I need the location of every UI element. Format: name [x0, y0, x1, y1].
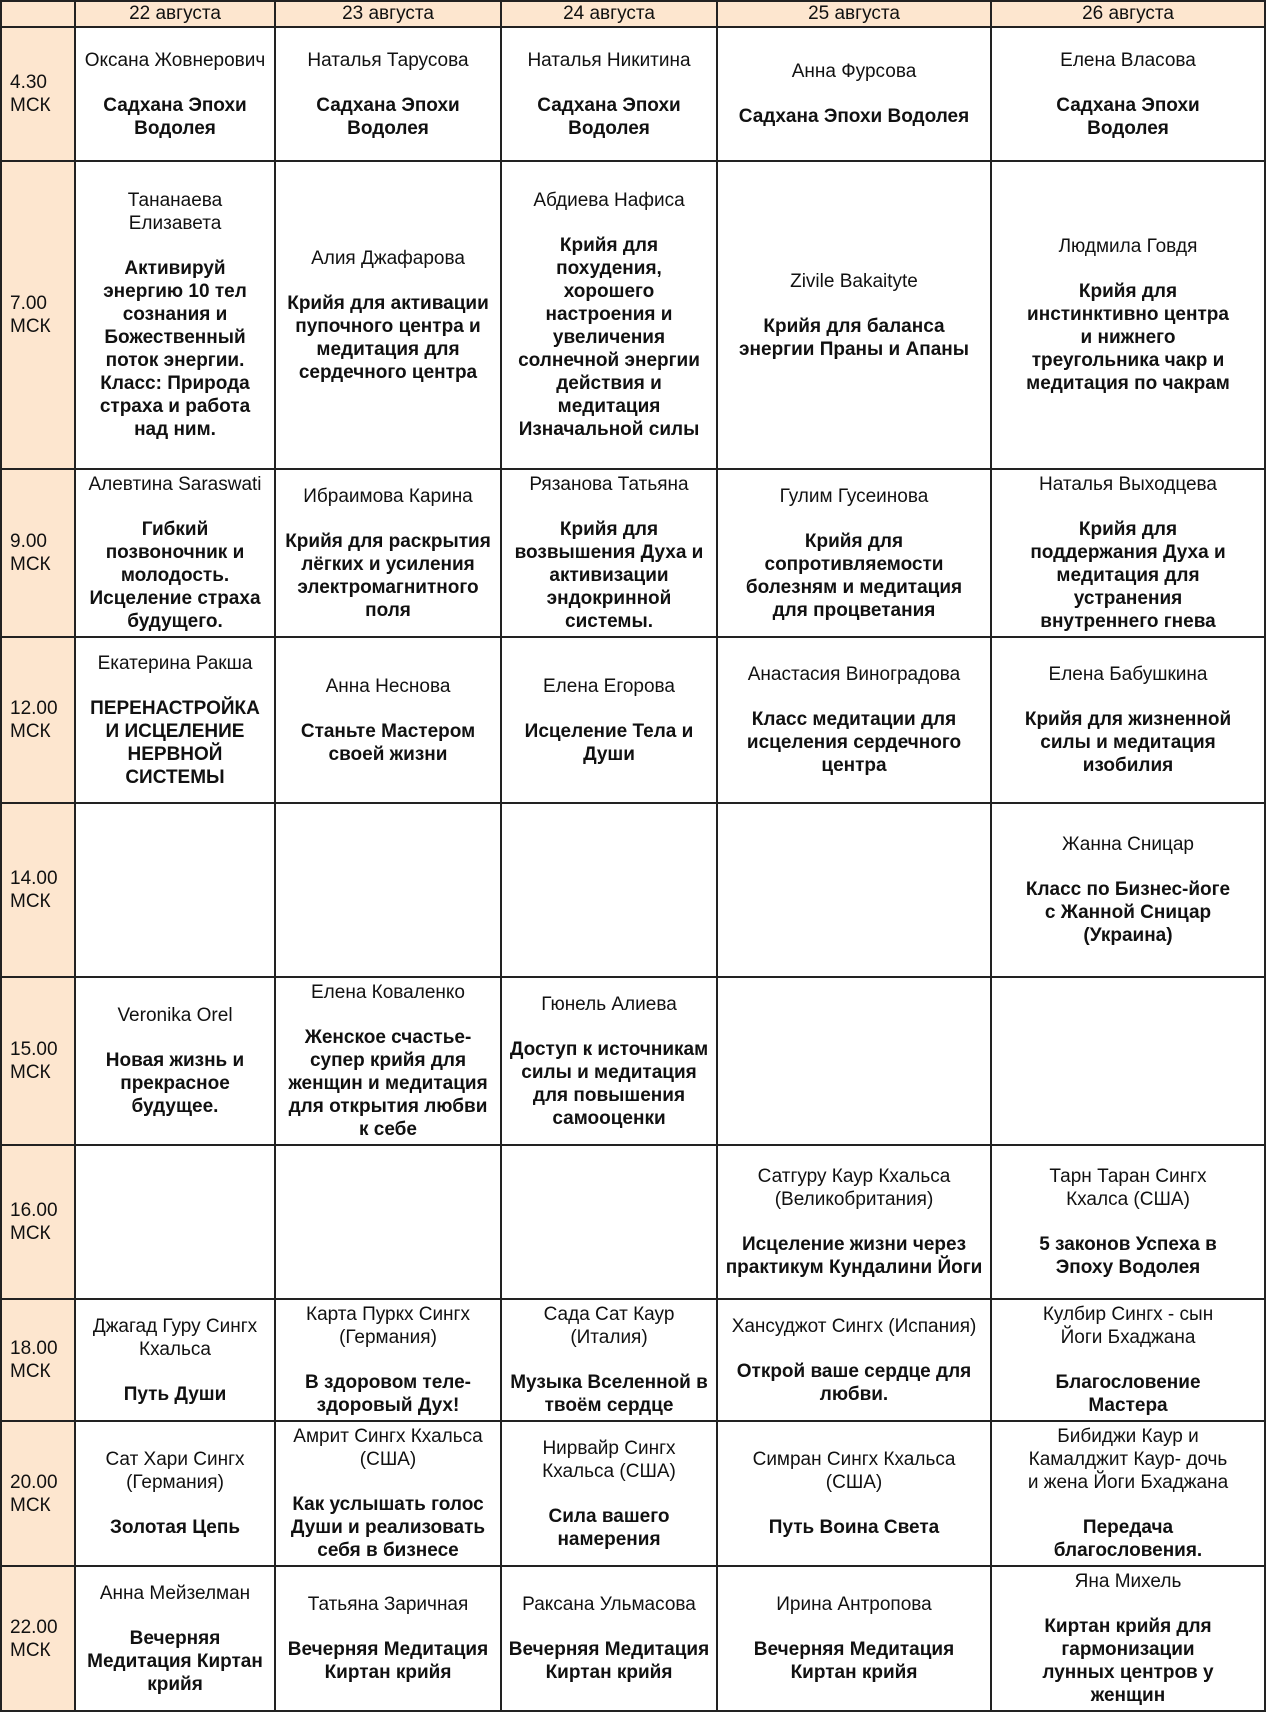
day-header: 24 августа — [501, 1, 717, 27]
session-content — [718, 1058, 990, 1064]
session-cell — [501, 1566, 717, 1711]
session-content — [276, 244, 500, 387]
time-slot-row — [1, 469, 1265, 637]
session-cell — [717, 1299, 991, 1421]
session-cell — [501, 1145, 717, 1299]
time-slot-row — [1, 803, 1265, 977]
time-slot-row — [1, 1145, 1265, 1299]
session-cell — [75, 1566, 275, 1711]
session-content — [718, 57, 990, 131]
session-title: Доступ к источникам силы и медитация для повышения самооценки — [509, 1038, 709, 1129]
time-label — [1, 1566, 75, 1711]
session-cell — [501, 161, 717, 469]
session-content — [718, 267, 990, 364]
time-text: 12.00 МСК — [10, 698, 58, 742]
teacher-name: Симран Сингх Кхальса (США) — [752, 1449, 956, 1493]
session-content — [502, 470, 716, 636]
session-title: Садхана Эпохи Водолея — [316, 94, 460, 139]
time-slot-row — [1, 1299, 1265, 1421]
day-header: 23 августа — [275, 1, 501, 27]
session-cell — [75, 977, 275, 1145]
session-title: Сила вашего намерения — [548, 1505, 670, 1550]
session-cell — [717, 803, 991, 977]
session-cell — [991, 1566, 1265, 1711]
session-content — [76, 1001, 274, 1121]
session-content — [992, 1058, 1264, 1064]
teacher-name: Нирвайр Сингх Кхальса (США) — [542, 1437, 676, 1482]
session-title: Гибкий позвоночник и молодость. Исцеление страха будущего. — [89, 519, 261, 632]
session-content — [992, 1162, 1264, 1282]
session-cell — [75, 803, 275, 977]
session-cell — [717, 27, 991, 161]
session-title: Активируй энергию 10 тел сознания и Божественный поток энергии. Класс: Природа страха и работа над ним. — [99, 258, 251, 440]
session-cell — [75, 1145, 275, 1299]
session-content — [992, 46, 1264, 143]
session-title: 5 законов Успеха в Эпоху Водолея — [1039, 1234, 1217, 1278]
session-cell — [275, 803, 501, 977]
session-cell — [75, 161, 275, 469]
session-cell — [717, 1145, 991, 1299]
session-cell — [717, 977, 991, 1145]
time-label — [1, 1299, 75, 1421]
session-title: Крийя для возвышения Духа и активизации эндокринной системы. — [514, 519, 704, 632]
session-content — [76, 186, 274, 444]
time-label — [1, 637, 75, 803]
session-cell — [501, 803, 717, 977]
teacher-name: Ирина Антропова — [776, 1594, 932, 1615]
session-cell — [991, 1299, 1265, 1421]
session-cell — [275, 637, 501, 803]
session-title: Вечерняя Медитация Киртан крийя — [753, 1639, 955, 1683]
session-cell — [275, 1566, 501, 1711]
time-slot-row — [1, 637, 1265, 803]
session-title: Благословение Мастера — [1055, 1372, 1201, 1416]
session-title: Передача благословения. — [1053, 1517, 1203, 1561]
session-title: Крийя для активации пупочного центра и медитация для сердечного центра — [287, 292, 489, 383]
session-cell — [717, 637, 991, 803]
session-title: Крийя для инстинктивно центра и нижнего треугольника чакр и медитация по чакрам — [1026, 281, 1230, 394]
teacher-name: Наталья Тарусова — [307, 49, 469, 71]
session-title: Золотая Цепь — [109, 1517, 241, 1538]
teacher-name: Елена Егорова — [543, 675, 675, 697]
time-text: 9.00 МСК — [10, 531, 51, 575]
teacher-name: Кулбир Сингх - сын Йоги Бхаджана — [1042, 1304, 1214, 1348]
session-title: ПЕРЕНАСТРОЙКА И ИСЦЕЛЕНИЕ НЕРВНОЙ СИСТЕМЫ — [90, 697, 260, 788]
teacher-name: Наталья Никитина — [527, 49, 691, 71]
session-content — [276, 1219, 500, 1225]
session-content — [76, 1579, 274, 1699]
teacher-name: Анастасия Виноградова — [747, 664, 961, 685]
teacher-name: Гюнель Алиева — [541, 993, 677, 1015]
session-title: Садхана Эпохи Водолея — [738, 106, 970, 127]
time-label — [1, 161, 75, 469]
session-content — [718, 1445, 990, 1542]
day-header: 26 августа — [991, 1, 1265, 27]
session-content — [502, 672, 716, 769]
session-cell — [501, 469, 717, 637]
session-content — [502, 46, 716, 143]
session-cell — [275, 1421, 501, 1566]
teacher-name: Алия Джафарова — [311, 247, 465, 269]
session-cell — [275, 161, 501, 469]
teacher-name: Тарн Таран Сингх Кхалса (США) — [1049, 1166, 1207, 1210]
session-content — [502, 1219, 716, 1225]
time-text: 16.00 МСК — [10, 1200, 58, 1244]
time-label — [1, 469, 75, 637]
session-cell — [75, 27, 275, 161]
session-cell — [501, 27, 717, 161]
session-content — [992, 1422, 1264, 1565]
session-cell — [75, 637, 275, 803]
session-content — [76, 1445, 274, 1542]
teacher-name: Сат Хари Сингх (Германия) — [105, 1449, 245, 1493]
session-content — [718, 482, 990, 625]
teacher-name: Раксана Ульмасова — [522, 1594, 696, 1615]
session-title: Новая жизнь и прекрасное будущее. — [105, 1050, 245, 1117]
session-content — [992, 830, 1264, 950]
teacher-name: Тананаева Елизавета — [127, 190, 223, 234]
session-cell — [275, 469, 501, 637]
teacher-name: Елена Власова — [1060, 49, 1196, 71]
teacher-name: Хансуджот Сингх (Испания) — [731, 1315, 977, 1337]
time-slot-row — [1, 1421, 1265, 1566]
time-label — [1, 27, 75, 161]
session-title: Класс по Бизнес-йоге с Жанной Сницар (Украина) — [1025, 879, 1231, 946]
session-title: Садхана Эпохи Водолея — [1056, 94, 1200, 139]
session-title: Вечерняя Медитация Киртан крийя — [508, 1639, 710, 1683]
teacher-name: Veronika Orel — [117, 1005, 233, 1026]
teacher-name: Елена Коваленко — [311, 982, 465, 1003]
session-cell — [991, 1145, 1265, 1299]
session-content — [718, 1162, 990, 1282]
teacher-name: Екатерина Ракша — [97, 652, 253, 674]
teacher-name: Сада Сат Каур (Италия) — [543, 1304, 675, 1348]
schedule-body — [1, 27, 1265, 1711]
session-cell — [275, 1145, 501, 1299]
session-title: Путь Воина Света — [768, 1517, 940, 1538]
session-title: Крийя для похудения, хорошего настроения и увеличения солнечной энергии действия и медитация Изначальной силы — [518, 235, 700, 440]
time-text: 4.30 МСК — [10, 72, 51, 116]
session-content — [718, 1590, 990, 1687]
session-cell — [991, 803, 1265, 977]
session-title: Открой ваше сердце для любви. — [736, 1360, 972, 1405]
session-content — [76, 649, 274, 792]
teacher-name: Ибраимова Карина — [303, 485, 473, 507]
session-content — [276, 978, 500, 1144]
time-slot-row — [1, 161, 1265, 469]
session-content — [76, 46, 274, 143]
session-cell — [991, 161, 1265, 469]
time-label — [1, 803, 75, 977]
session-content — [718, 887, 990, 893]
time-slot-row — [1, 1566, 1265, 1711]
header-row — [1, 1, 1265, 27]
session-cell — [75, 1299, 275, 1421]
session-content — [718, 660, 990, 780]
session-cell — [717, 1421, 991, 1566]
session-cell — [501, 1421, 717, 1566]
session-title: Крийя для раскрытия лёгких и усиления электромагнитного поля — [285, 530, 491, 621]
time-label — [1, 1421, 75, 1566]
session-content — [276, 887, 500, 893]
session-cell — [717, 161, 991, 469]
session-cell — [991, 1421, 1265, 1566]
teacher-name: Абдиева Нафиса — [533, 190, 685, 211]
session-title: Класс медитации для исцеления сердечного центра — [746, 709, 962, 776]
teacher-name: Сатгуру Каур Кхальса (Великобритания) — [757, 1166, 951, 1210]
session-title: Станьте Мастером своей жизни — [300, 720, 476, 765]
session-title: В здоровом теле- здоровый Дух! — [304, 1372, 472, 1416]
teacher-name: Джагад Гуру Сингх Кхальса — [92, 1315, 258, 1360]
session-content — [76, 1219, 274, 1225]
session-content — [76, 887, 274, 893]
day-header: 22 августа — [75, 1, 275, 27]
teacher-name: Яна Михель — [1074, 1571, 1182, 1592]
session-title: Исцеление Тела и Души — [524, 720, 694, 765]
session-title: Вечерняя Медитация Киртан крийя — [87, 1627, 263, 1695]
teacher-name: Елена Бабушкина — [1048, 664, 1208, 685]
session-cell — [501, 1299, 717, 1421]
session-cell — [501, 977, 717, 1145]
session-title: Крийя для жизненной силы и медитация изобилия — [1024, 709, 1232, 776]
teacher-name: Анна Неснова — [325, 675, 451, 697]
session-content — [502, 990, 716, 1133]
day-header: 25 августа — [717, 1, 991, 27]
time-text: 22.00 МСК — [10, 1616, 58, 1661]
session-content — [276, 46, 500, 143]
session-content — [276, 1300, 500, 1420]
time-slot-row — [1, 977, 1265, 1145]
session-content — [502, 186, 716, 444]
session-content — [502, 1590, 716, 1687]
session-content — [76, 470, 274, 636]
teacher-name: Бибиджи Каур и Камалджит Каур- дочь и жена Йоги Бхаджана — [1027, 1426, 1229, 1493]
session-content — [502, 1434, 716, 1554]
time-text: 15.00 МСК — [10, 1039, 58, 1083]
session-content — [276, 672, 500, 769]
teacher-name: Татьяна Заричная — [307, 1594, 469, 1615]
session-content — [76, 1312, 274, 1409]
session-title: Крийя для поддержания Духа и медитация для устранения внутреннего гнева — [1030, 519, 1226, 632]
time-slot-row — [1, 27, 1265, 161]
time-text: 7.00 МСК — [10, 293, 51, 337]
session-cell — [991, 27, 1265, 161]
session-title: Садхана Эпохи Водолея — [103, 94, 247, 139]
session-cell — [717, 469, 991, 637]
session-content — [502, 1300, 716, 1420]
corner-cell — [1, 1, 75, 27]
session-cell — [275, 977, 501, 1145]
teacher-name: Гулим Гусеинова — [779, 485, 929, 507]
session-title: Исцеление жизни через практикум Кундалини Йоги — [725, 1234, 983, 1278]
teacher-name: Анна Фурсова — [791, 61, 917, 82]
time-text: 18.00 МСК — [10, 1338, 58, 1382]
session-content — [992, 232, 1264, 398]
time-label — [1, 1145, 75, 1299]
session-title: Крийя для сопротивляемости болезням и медитация для процветания — [745, 530, 963, 621]
session-title: Женское счастье- супер крийя для женщин и медитация для открытия любви к себе — [288, 1027, 488, 1140]
session-content — [276, 1590, 500, 1687]
session-content — [276, 482, 500, 625]
session-content — [992, 1567, 1264, 1710]
session-title: Вечерняя Медитация Киртан крийя — [287, 1639, 489, 1683]
session-title: Киртан крийя для гармонизации лунных центров у женщин — [1042, 1616, 1214, 1706]
session-title: Как услышать голос Души и реализовать себя в бизнесе — [290, 1494, 486, 1561]
session-cell — [501, 637, 717, 803]
teacher-name: Оксана Жовнерович — [84, 49, 266, 71]
time-text: 20.00 МСК — [10, 1471, 58, 1516]
session-cell — [991, 637, 1265, 803]
teacher-name: Zivile Bakaityte — [790, 270, 918, 292]
teacher-name: Карта Пуркх Сингх (Германия) — [306, 1304, 470, 1348]
session-cell — [75, 1421, 275, 1566]
session-title: Садхана Эпохи Водолея — [537, 94, 681, 139]
time-label — [1, 977, 75, 1145]
teacher-name: Наталья Выходцева — [1038, 474, 1217, 495]
session-cell — [717, 1566, 991, 1711]
teacher-name: Жанна Сницар — [1062, 834, 1194, 855]
session-content — [502, 887, 716, 893]
session-content — [992, 1300, 1264, 1420]
session-content — [992, 470, 1264, 636]
teacher-name: Алевтина Saraswati — [88, 474, 262, 495]
session-title: Крийя для баланса энергии Праны и Апаны — [739, 315, 969, 360]
session-title: Путь Души — [123, 1383, 227, 1405]
teacher-name: Людмила Говдя — [1058, 236, 1198, 257]
teacher-name: Рязанова Татьяна — [529, 474, 689, 495]
teacher-name: Амрит Сингх Кхальса (США) — [293, 1426, 483, 1470]
session-content — [718, 1312, 990, 1409]
session-cell — [275, 1299, 501, 1421]
session-content — [276, 1422, 500, 1565]
teacher-name: Анна Мейзелман — [99, 1582, 251, 1604]
session-title: Музыка Вселенной в твоём сердце — [510, 1372, 708, 1416]
session-cell — [991, 977, 1265, 1145]
session-content — [992, 660, 1264, 780]
session-cell — [275, 27, 501, 161]
session-cell — [75, 469, 275, 637]
time-text: 14.00 МСК — [10, 868, 58, 912]
session-cell — [991, 469, 1265, 637]
